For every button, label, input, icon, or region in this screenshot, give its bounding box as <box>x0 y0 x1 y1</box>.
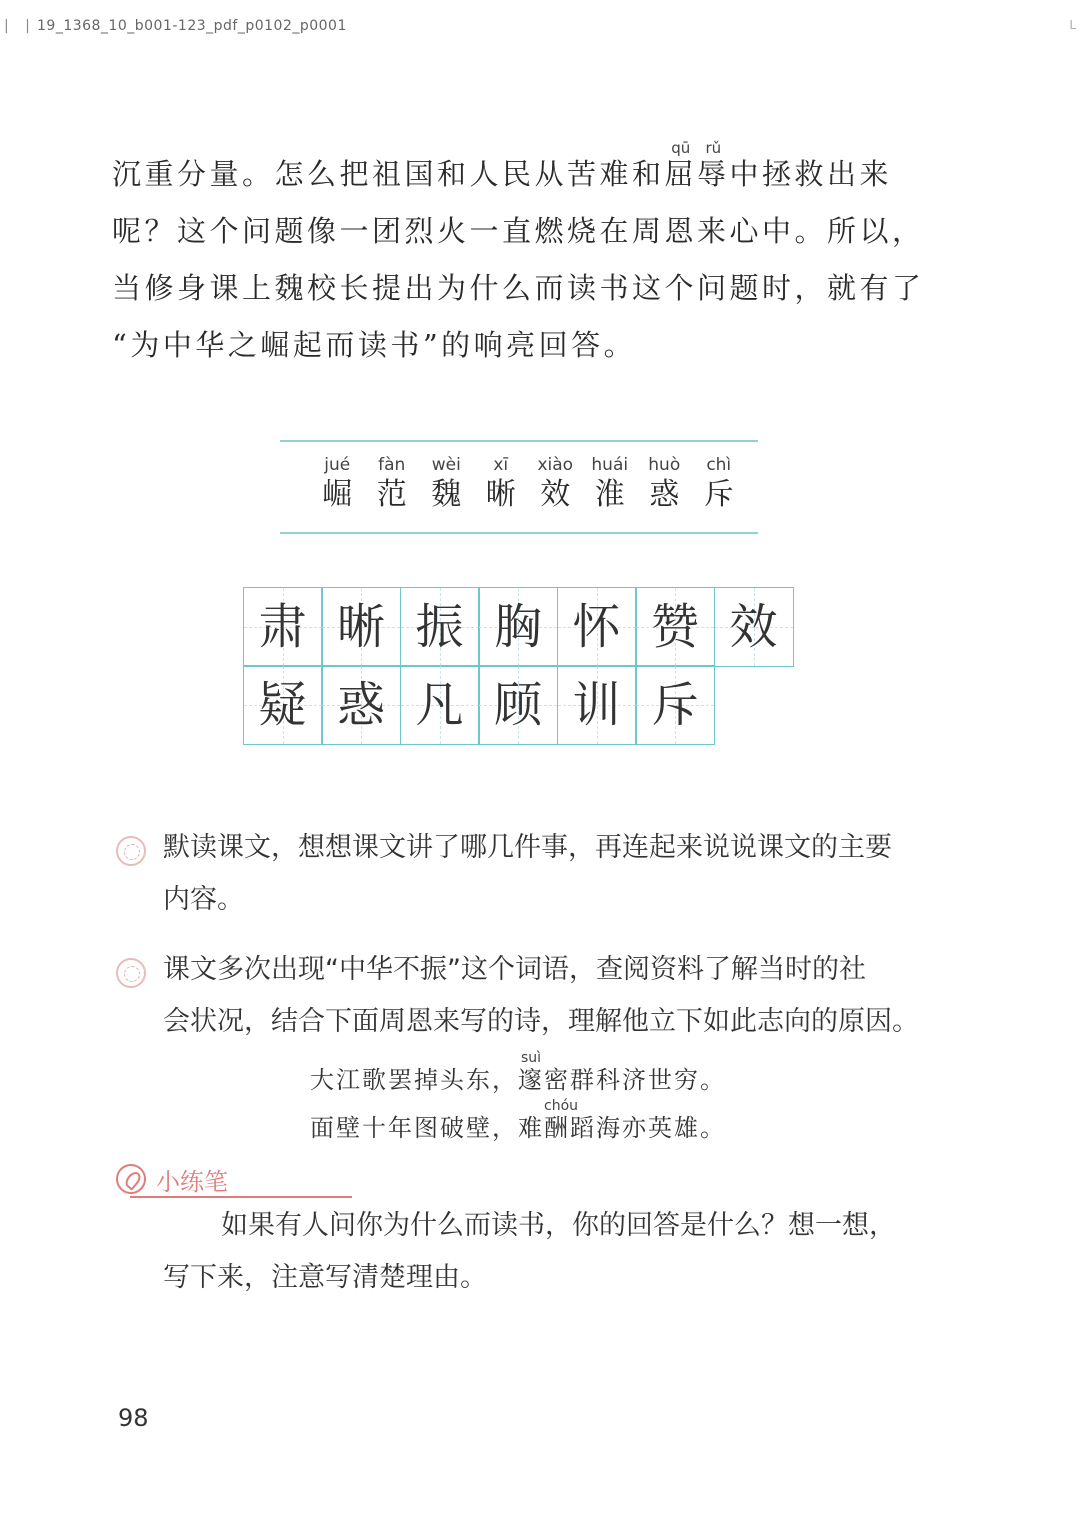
text-run: 大江歌罢掉头东， <box>310 1066 518 1094</box>
vocab-item <box>365 454 420 514</box>
hanzi: 魏 <box>431 477 462 512</box>
vocab-row <box>310 454 746 514</box>
pinyin: qū <box>671 139 691 157</box>
poem-line <box>310 1050 750 1104</box>
grid-char: 振 <box>415 598 464 655</box>
grid-cell <box>243 665 323 745</box>
grid-char: 怀 <box>572 598 621 655</box>
grid-row <box>244 588 794 667</box>
poem <box>310 1050 750 1152</box>
hanzi: 酬 <box>544 1114 570 1142</box>
ruby-char <box>544 1098 579 1152</box>
header-right-mark: L <box>1069 18 1076 32</box>
text-run: 蹈海亦英雄。 <box>570 1114 726 1142</box>
grid-char: 顾 <box>493 677 542 733</box>
grid-char: 训 <box>572 677 621 733</box>
hanzi: 范 <box>376 477 407 512</box>
pinyin: fàn <box>378 455 406 475</box>
question-1 <box>110 822 940 926</box>
vocab-item <box>474 454 529 514</box>
practice-line: 写下来，注意写清楚理由。 <box>163 1262 487 1293</box>
header-left-marks: | | <box>4 18 36 34</box>
text-run: 面壁十年图破壁，难 <box>310 1114 544 1142</box>
question-text: 默读课文，想想课文讲了哪几件事，再连起来说说课文的主要 <box>163 832 892 863</box>
pinyin: huò <box>648 455 681 475</box>
grid-cell <box>714 587 794 667</box>
vocab-item <box>692 454 747 514</box>
grid-char: 胸 <box>493 598 542 655</box>
grid-cell <box>635 587 715 667</box>
grid-cell <box>557 587 637 667</box>
poem-line <box>310 1098 750 1152</box>
grid-cell <box>400 587 480 667</box>
hanzi: 崛 <box>322 477 353 512</box>
ruby-char <box>518 1050 544 1104</box>
grid-cell <box>321 587 401 667</box>
grid-cell <box>400 665 480 745</box>
pinyin: huái <box>591 455 629 475</box>
pinyin: jué <box>324 455 351 475</box>
question-seal-icon <box>116 836 146 866</box>
hanzi: 效 <box>540 477 571 512</box>
grid-char: 疑 <box>258 677 307 733</box>
grid-cell <box>557 665 637 745</box>
grid-char: 效 <box>729 598 778 655</box>
question-text: 课文多次出现“中华不振”这个词语，查阅资料了解当时的社 <box>163 954 866 985</box>
pinyin: rǔ <box>705 139 722 157</box>
hanzi: 邃 <box>518 1066 544 1094</box>
practice-line: 如果有人问你为什么而读书，你的回答是什么？想一想， <box>221 1210 896 1241</box>
text-run: 中拯救出来 <box>729 157 893 191</box>
vocab-item <box>310 454 365 514</box>
hanzi: 屈 <box>664 157 698 191</box>
grid-cell <box>243 587 323 667</box>
vocab-item <box>419 454 474 514</box>
pinyin: xī <box>493 455 509 475</box>
paragraph-line: 当修身课上魏校长提出为什么而读书这个问题时，就有了 <box>112 271 925 305</box>
vocab-item <box>637 454 692 514</box>
pinyin: wèi <box>431 455 461 475</box>
hanzi: 淮 <box>594 477 625 512</box>
practice-text <box>163 1200 943 1304</box>
vocab-item <box>583 454 638 514</box>
ruby-char <box>664 139 698 203</box>
pinyin: chì <box>706 455 732 475</box>
paragraph-line: 呢？这个问题像一团烈火一直燃烧在周恩来心中。所以， <box>112 214 925 248</box>
ruby-char <box>697 139 730 203</box>
hanzi: 斥 <box>703 477 734 512</box>
pen-nib-icon <box>116 1164 146 1194</box>
hanzi: 晰 <box>485 477 516 512</box>
page-number: 98 <box>118 1404 149 1432</box>
question-2 <box>110 944 940 1048</box>
text-run: 沉重分量。怎么把祖国和人民从苦难和 <box>112 157 665 191</box>
grid-cell <box>321 665 401 745</box>
text-run: 密群科济世穷。 <box>544 1066 726 1094</box>
question-text: 内容。 <box>163 884 244 915</box>
writing-grid <box>244 588 794 745</box>
practice-underline <box>130 1196 352 1198</box>
grid-cell <box>635 665 715 745</box>
question-seal-icon <box>116 958 146 988</box>
pinyin: xiào <box>537 455 574 475</box>
grid-char: 惑 <box>336 677 385 733</box>
grid-char: 斥 <box>650 677 699 733</box>
vocab-box <box>280 440 758 534</box>
body-paragraph <box>112 139 932 374</box>
paragraph-line: “为中华之崛起而读书”的响亮回答。 <box>112 328 637 362</box>
grid-char: 凡 <box>415 677 464 733</box>
grid-char: 肃 <box>258 598 307 655</box>
grid-cell <box>478 665 558 745</box>
hanzi: 惑 <box>649 477 680 512</box>
header-filename: 19_1368_10_b001-123_pdf_p0102_p0001 <box>37 18 347 34</box>
grid-char: 晰 <box>336 598 385 655</box>
grid-row <box>244 667 794 746</box>
scan-header <box>0 8 1080 38</box>
vocab-item <box>528 454 583 514</box>
grid-char: 赞 <box>650 598 699 655</box>
grid-cell <box>478 587 558 667</box>
question-text: 会状况，结合下面周恩来写的诗，理解他立下如此志向的原因。 <box>163 1006 919 1037</box>
pinyin: suì <box>520 1050 542 1066</box>
practice-label: 小练笔 <box>156 1168 228 1196</box>
hanzi: 辱 <box>697 157 730 191</box>
paragraph-line <box>112 139 932 203</box>
pinyin: chóu <box>544 1098 579 1114</box>
